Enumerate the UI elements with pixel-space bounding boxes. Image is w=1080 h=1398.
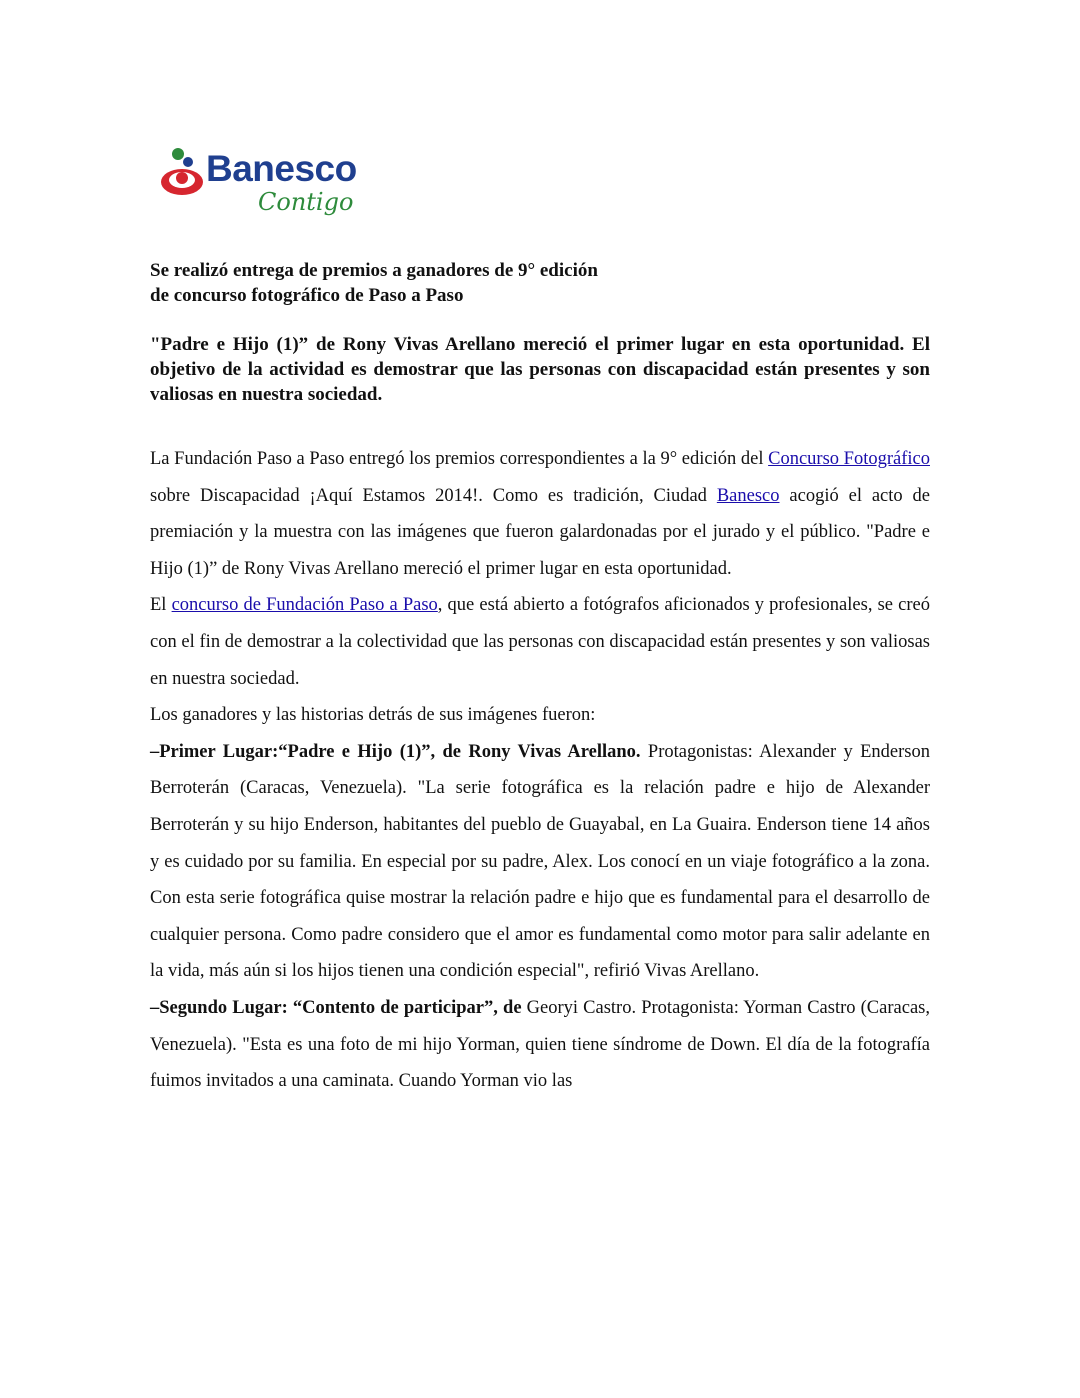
- logo-tagline: Contigo: [258, 188, 354, 216]
- logo-wordmark: Banesco: [206, 148, 357, 189]
- p2-text-2: , que está abierto a fotógrafos aficionados y profesionales, se creó con el fin de demostrar a la colectividad que las personas con discapacidad están presentes y son valiosas en nuestra sociedad.: [150, 595, 930, 689]
- first-place-text: Protagonistas: Alexander y Enderson Berroterán (Caracas, Venezuela). "La serie fotográfica es la relación padre e hijo de Alexander Berroterán y su hijo Enderson, habitantes del pueblo de Guayabal, en La Guaira. Enderson tiene 14 años y es cuidado por su familia. En especial por su padre, Alex. Los conocí en un viaje fotográfico a la zona. Con esta serie fotográfica quise mostrar la relación padre e hijo que es fundamental para el desarrollo de cualquier persona. Como padre considero que el amor es fundamental como motor para salir adelante en la vida, más aún si los hijos tienen una condición especial", refirió Vivas Arellano.: [150, 741, 931, 982]
- p1-text-1: La Fundación Paso a Paso entregó los premios correspondientes a la 9° edición del: [150, 449, 769, 469]
- p1-text-2: sobre Discapacidad ¡Aquí Estamos 2014!. Como es tradición, Ciudad: [150, 485, 717, 506]
- concurso-fotografico-link[interactable]: Concurso Fotográfico: [768, 449, 930, 469]
- first-place-title: –Primer Lugar:“Padre e Hijo (1)”, de Rony Vivas Arellano.: [150, 741, 641, 762]
- headline-line-1: Se realizó entrega de premios a ganadores de 9° edición: [150, 260, 598, 281]
- paragraph-first-place: [150, 734, 930, 990]
- headline-line-2: de concurso fotográfico de Paso a Paso: [150, 285, 464, 306]
- p1-text-3: acogió el acto de premiación y la muestra con las imágenes que fueron galardonadas por el jurado y el público. "Padre e Hijo (1)” de Rony Vivas Arellano mereció el primer lugar en esta oportunidad.: [150, 485, 931, 579]
- press-release: [150, 258, 930, 1100]
- paragraph-2: [150, 587, 930, 697]
- banesco-logo: [160, 146, 400, 230]
- article-body: [150, 441, 930, 1100]
- summary: "Padre e Hijo (1)” de Rony Vivas Arellano mereció el primer lugar en esta oportunidad. El objetivo de la actividad es demostrar que las personas con discapacidad están presentes y son valiosas en nuestra sociedad.: [150, 334, 930, 405]
- fundacion-paso-a-paso-link[interactable]: concurso de Fundación Paso a Paso: [171, 595, 438, 616]
- headline: [150, 258, 930, 308]
- second-place-title: –Segundo Lugar: “Contento de participar”, de: [150, 997, 522, 1018]
- second-place-text: Georyi Castro. Protagonista: Yorman Castro (Caracas, Venezuela). "Esta es una foto de mi hijo Yorman, quien tiene síndrome de Down. El día de la fotografía fuimos invitados a una caminata. Cuando Yorman vio las: [150, 997, 930, 1092]
- p2-text-1: El: [150, 595, 172, 616]
- paragraph-1: [150, 441, 930, 587]
- banesco-logo-icon: [160, 146, 208, 206]
- banesco-link[interactable]: Banesco: [716, 485, 780, 506]
- paragraph-second-place: [150, 990, 930, 1100]
- paragraph-3: Los ganadores y las historias detrás de sus imágenes fueron:: [150, 705, 596, 726]
